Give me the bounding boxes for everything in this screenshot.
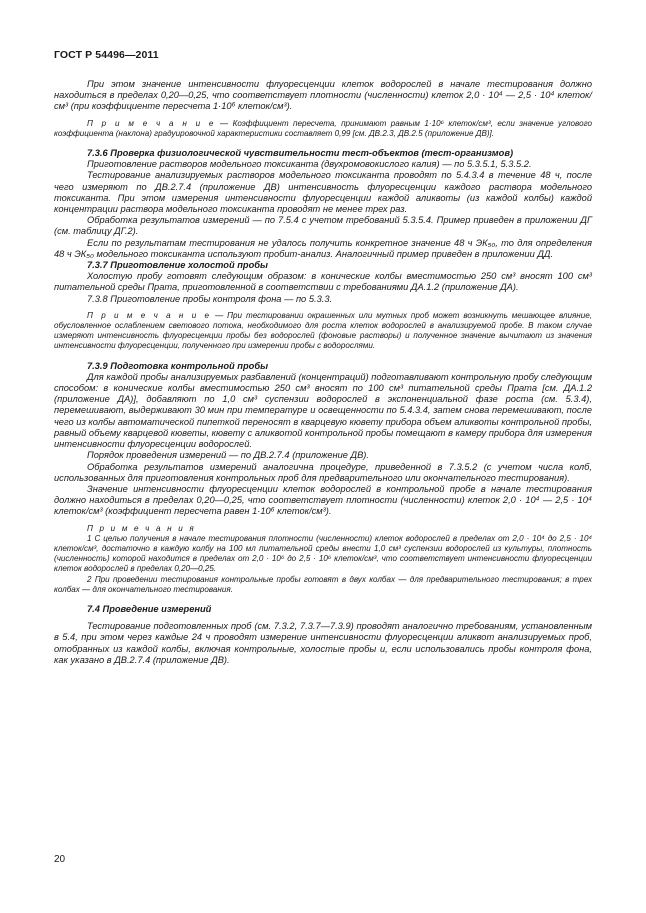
note-conversion-factor (54, 119, 592, 139)
heading-7-3-6: 7.3.6 Проверка физиологической чувствительности тест-объектов (тест-организмов) (87, 148, 514, 159)
page-number: 20 (54, 854, 66, 865)
document-header: ГОСТ Р 54496—2011 (54, 49, 159, 61)
notes-heading: П р и м е ч а н и я (87, 523, 196, 533)
paragraph-blank-sample: Холостую пробу готовят следующим образом: в конические колбы вместимостью 250 см³ вносят 100 см³ питательной среды Прата, приготовленной в соответствии с требованиями ДА.1.2 (приложение ДА). (54, 271, 592, 293)
document-body (54, 79, 592, 666)
paragraph-control-intensity: Значение интенсивности флуоресценции клеток водорослей в контрольной пробе в начале тестирования должно находиться в пределах 0,20—0,25, что соответствует плотности (численности) клеток 2,0 · 10⁴ — 2,5 · 10⁴ клеток/см³ (коэффициент пересчета равен 1·10⁶ клеток/см³). (54, 483, 592, 517)
paragraph-measurement-order: Порядок проведения измерений — по ДВ.2.7.4 (приложение ДВ). (87, 450, 369, 461)
paragraph-background-control: 7.3.8 Приготовление пробы контроля фона — по 5.3.3. (87, 293, 333, 304)
note-text: — При тестировании окрашенных или мутных проб может возникнуть мешающее влияние, обусловленное ослаблением светового потока, необходимого для роста клеток водорослей в анализируемой пробе. В таком случае измеряют интенсивность флуоресценции пробы без водорослей (фоновые растворы) и полученное значение вычитают из значения интенсивности флуоресценции, полученного при измерении пробы с водорослями. (54, 310, 592, 351)
heading-7-3-7: 7.3.7 Приготовление холостой пробы (87, 260, 268, 271)
note-label: П р и м е ч а н и е (87, 118, 216, 128)
heading-7-3-9: 7.3.9 Подготовка контрольной пробы (87, 360, 269, 371)
paragraph-processing-analogous: Обработка результатов измерений аналогична процедуре, приведенной в 7.3.5.2 (с учетом числа колб, использованных для приготовления контрольных проб для предварительного или окончательного тестирования). (54, 461, 592, 483)
paragraph-toxicant-testing: Тестирование анализируемых растворов модельного токсиканта проводят по 5.4.3.4 в течение 48 ч, после чего измеряют по ДВ.2.7.4 (приложение ДВ) интенсивность флуоресценции каждого раствора модельного токсиканта. При этом измерения интенсивности флуоресценции каждой аликвоты (из каждой колбы) каждой концентрации раствора модельного токсиканта проводят не менее трех раз. (54, 170, 592, 215)
paragraph-results-processing: Обработка результатов измерений — по 7.5.4 с учетом требований 5.3.5.4. Пример приведен в приложении ДГ (см. таблицу ДГ.2). (54, 215, 592, 237)
paragraph-initial-intensity: При этом значение интенсивности флуоресценции клеток водорослей в начале тестирования должно находиться в пределах 0,20—0,25, что соответствует плотности (численности) клеток 2,0 · 10⁴ — 2,5 · 10⁴ клеток/см³ (при коэффициенте пересчета 1·10⁶ клеток/см³). (54, 79, 592, 112)
note-colored-samples (54, 311, 592, 352)
note-text: — Коэффициент пересчета, принимают равным 1·10⁶ клеток/см³, если значение углового коэффициента (наклона) градуировочной характеристики составляет 0,99 [см. ДВ.2.3, ДВ.2.5 (приложение ДВ)]. (54, 118, 592, 138)
note-item-2: 2 При проведении тестирования контрольные пробы готовят в двух колбах — для предварительного тестирования; в трех колбах — для окончательного тестирования. (54, 574, 592, 594)
note-item-1: 1 С целью получения в начале тестирования плотности (численности) клеток водорослей в пределах от 2,0 · 10⁴ до 2,5 · 10⁴ клеток/см³, достаточно в каждую колбу на 100 мл питательной среды внести 1,0 см³ суспензии водорослей из культуры, плотность (численность) которой находится в пределах от 2,0 · 10⁶ до 2,5 · 10⁶ клеток/см³, что соответствует интенсивности флуоресценции клеток водорослей в пределах 0,20—0,25. (54, 533, 592, 574)
heading-7-4: 7.4 Проведение измерений (87, 603, 212, 614)
note-label: П р и м е ч а н и е (87, 310, 212, 320)
paragraph-measurements: Тестирование подготовленных проб (см. 7.3.2, 7.3.7—7.3.9) проводят аналогично требованиям, установленным в 5.4, при этом через каждые 24 ч проводят измерение интенсивности флуоресценции аликвот анализируемых проб, отобранных из каждой колбы, включая контрольные, холостые пробы и, если использовались пробы контроля фона, как указано в ДВ.2.7.4 (приложение ДВ). (54, 621, 592, 665)
paragraph-toxicant-prep: Приготовление растворов модельного токсиканта (двухромовокислого калия) — по 5.3.5.1, 5.3.5.2. (87, 159, 532, 170)
paragraph-probit-analysis: Если по результатам тестирования не удалось получить конкретное значение 48 ч ЭК₅₀, то для определения 48 ч ЭК₅₀ модельного токсиканта используют пробит-анализ. Аналогичный пример приведен в приложении ДД. (54, 237, 592, 259)
paragraph-control-sample-prep: Для каждой пробы анализируемых разбавлений (концентраций) подготавливают контрольную пробу следующим способом: в конические колбы вместимостью 250 см³ вносят по 100 см³ питательной среды Прата [см. ДА.1.2 (приложение ДА)], добавляют по 1,0 см³ суспензии водорослей в экспоненциальной фазе роста (см. 5.3.4), перемешивают, выдерживают 30 мин при температуре и освещенности по 5.4.3.4, затем снова перемешивают, после чего из колбы автоматической пипеткой переносят в кварцевую кювету прибора объем аликвоты контрольной пробы, равный объему кварцевой кюветы, кювету с аликвотой контрольной пробы помещают в камеру прибора для измерения интенсивности флуоресценции водорослей. (54, 371, 592, 450)
